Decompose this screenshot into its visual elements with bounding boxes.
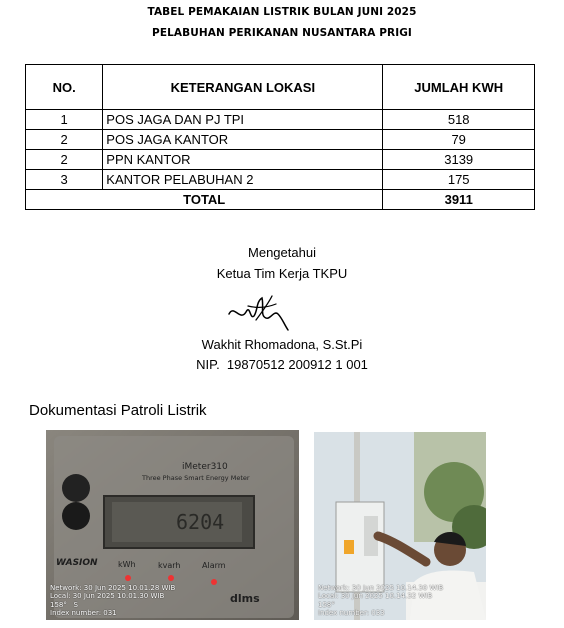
- document-title: TABEL PEMAKAIAN LISTRIK BULAN JUNI 2025: [147, 6, 417, 18]
- photo-timestamp: [318, 584, 443, 618]
- row-kwh: 175: [383, 170, 535, 190]
- table-header-row: [26, 65, 535, 110]
- stamp-local: Local: 30 Jun 2025 10.01.30 WIB: [50, 592, 165, 601]
- stamp-local: Local: 30 Jun 2025 10.14.32 WIB: [318, 592, 433, 601]
- meter-dlms-logo: dlms: [230, 592, 260, 605]
- table-row: [26, 130, 535, 150]
- photo-timestamp: [50, 584, 175, 618]
- stamp-bearing: 158°: [318, 600, 335, 609]
- meter-brand: iMeter310: [182, 462, 228, 472]
- acknowledged-label: Mengetahui: [248, 245, 316, 260]
- row-no: 2: [26, 130, 103, 150]
- usage-table: [25, 64, 535, 210]
- inspection-photo: [314, 432, 486, 620]
- total-label: TOTAL: [26, 190, 383, 210]
- row-no: 1: [26, 110, 103, 130]
- row-kwh: 3139: [383, 150, 535, 170]
- meter-label-kwh: kWh: [118, 560, 136, 569]
- row-no: 2: [26, 150, 103, 170]
- stamp-bearing: 158° S: [50, 600, 78, 609]
- total-value: 3911: [383, 190, 535, 210]
- meter-subtitle: Three Phase Smart Energy Meter: [142, 474, 250, 482]
- row-kwh: 79: [383, 130, 535, 150]
- total-row: [26, 190, 535, 210]
- stamp-index: Index number: 033: [318, 609, 385, 618]
- table-row: [26, 110, 535, 130]
- row-location: KANTOR PELABUHAN 2: [103, 170, 383, 190]
- signer-nip: NIP. 19870512 200912 1 001: [196, 357, 368, 372]
- stamp-index: Index number: 031: [50, 609, 117, 618]
- table-row: [26, 170, 535, 190]
- signer-name: Wakhit Rhomadona, S.St.Pi: [201, 337, 363, 352]
- header-kwh: JUMLAH KWH: [383, 65, 535, 110]
- row-no: 3: [26, 170, 103, 190]
- stamp-network: Network: 30 Jun 2025 10.01.28 WIB: [50, 583, 176, 592]
- row-location: POS JAGA KANTOR: [103, 130, 383, 150]
- document-subtitle: PELABUHAN PERIKANAN NUSANTARA PRIGI: [152, 27, 412, 39]
- stamp-network: Network: 30 Jun 2025 10.14.30 WIB: [318, 583, 444, 592]
- meter-photo: [46, 430, 299, 620]
- meter-label-kvarh: kvarh: [158, 561, 181, 570]
- documentation-title: Dokumentasi Patroli Listrik: [29, 402, 207, 419]
- row-location: POS JAGA DAN PJ TPI: [103, 110, 383, 130]
- header-no: NO.: [26, 65, 103, 110]
- signer-role: Ketua Tim Kerja TKPU: [216, 266, 348, 281]
- row-kwh: 518: [383, 110, 535, 130]
- handwritten-signature: [226, 290, 292, 336]
- table-row: [26, 150, 535, 170]
- header-location: KETERANGAN LOKASI: [103, 65, 383, 110]
- row-location: PPN KANTOR: [103, 150, 383, 170]
- meter-maker: WASION: [56, 558, 98, 568]
- meter-label-alarm: Alarm: [202, 561, 226, 570]
- meter-display: 6204: [176, 510, 225, 534]
